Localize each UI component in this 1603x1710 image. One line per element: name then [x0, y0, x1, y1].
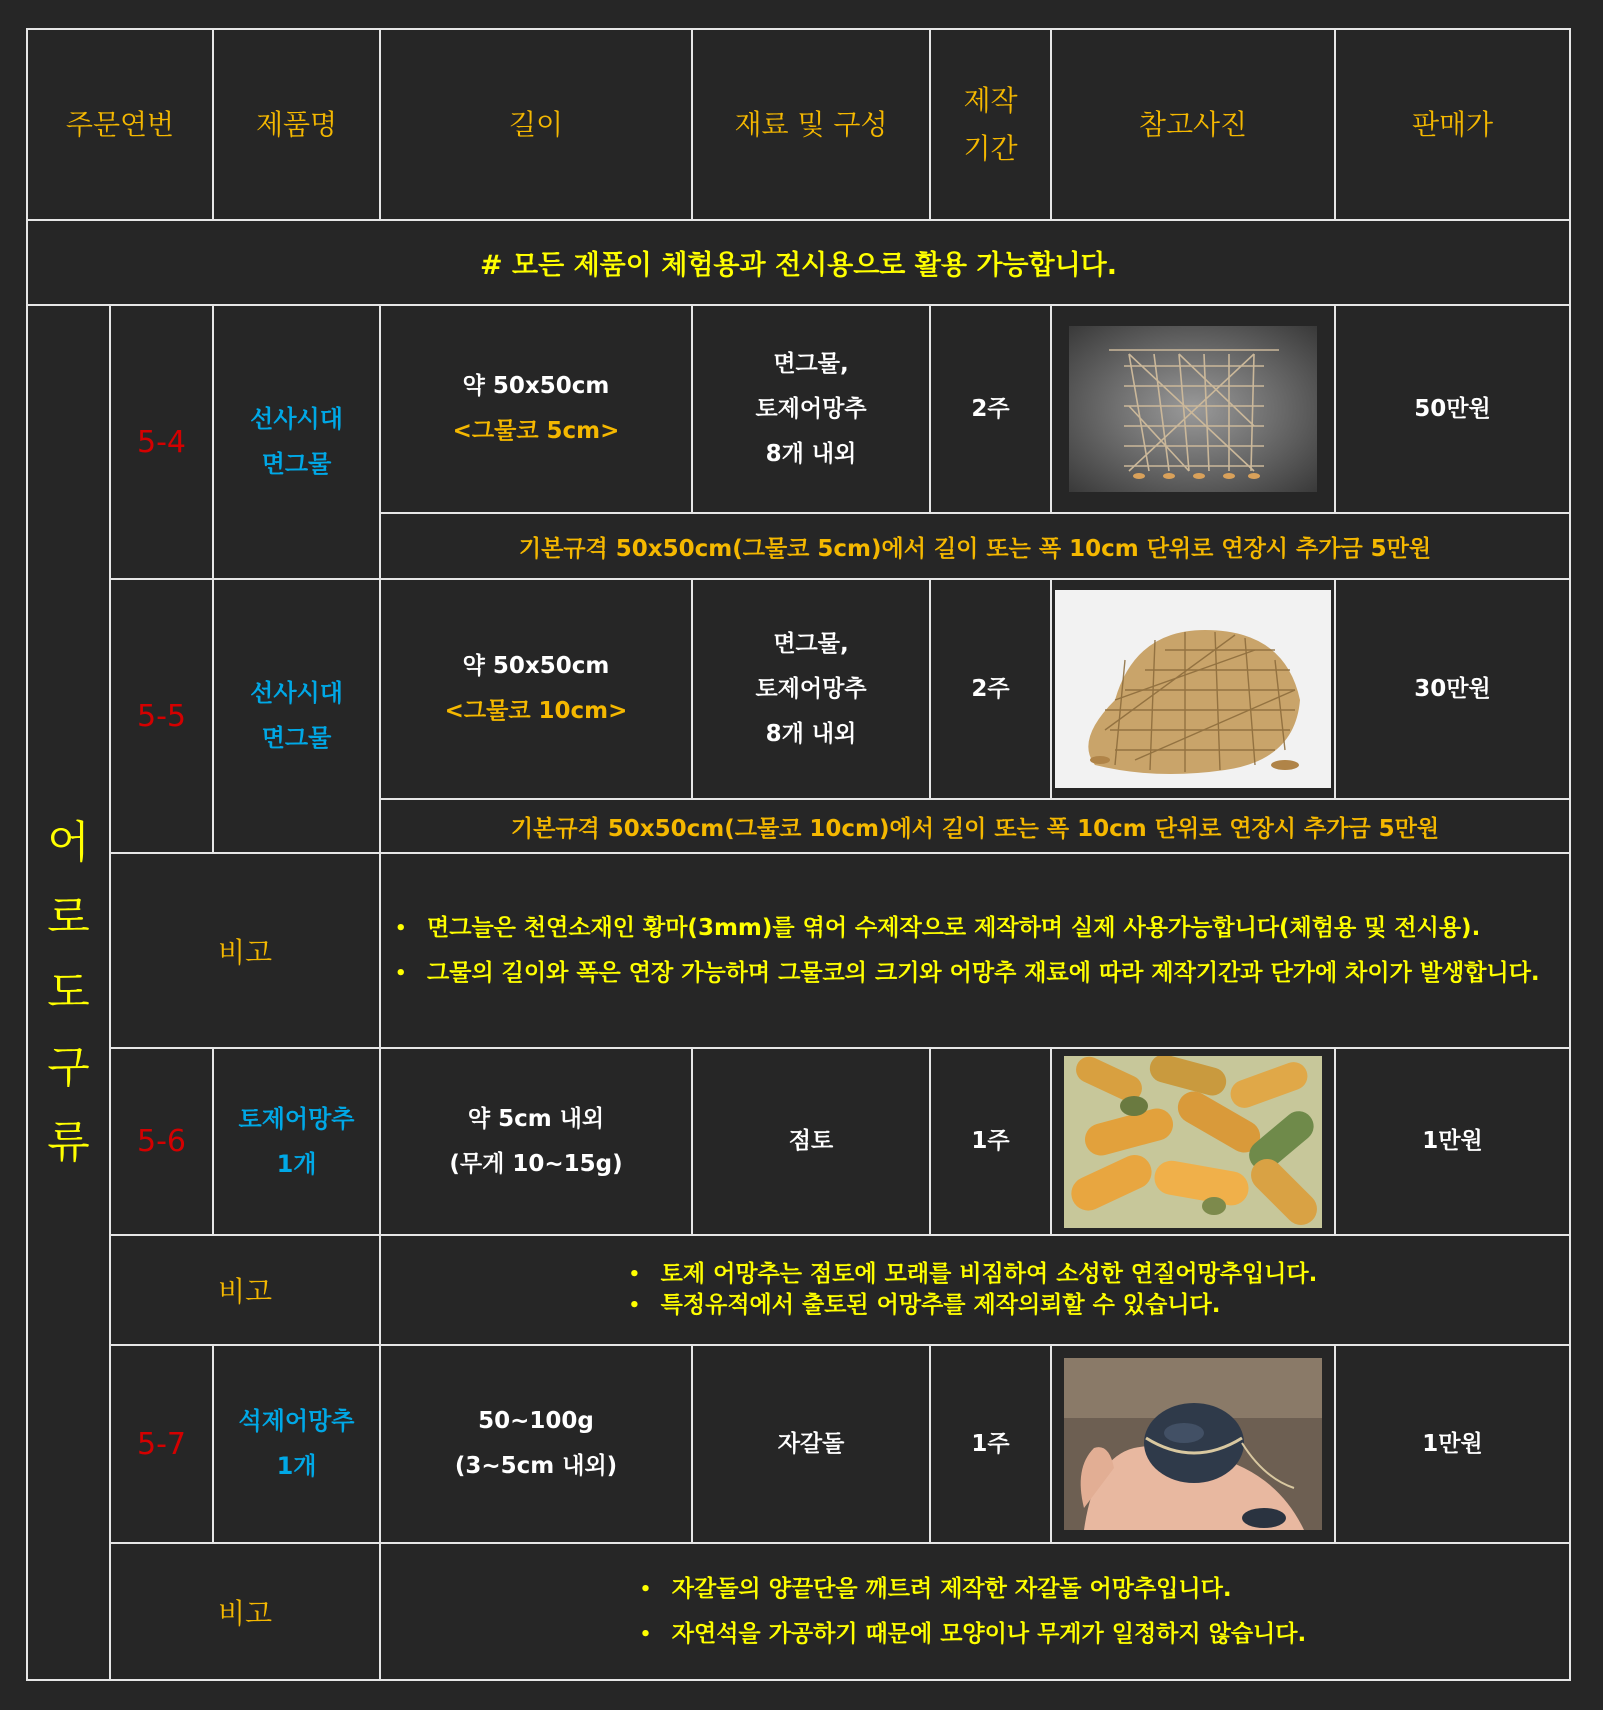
table-row [27, 1048, 1570, 1235]
bullet-icon: • [628, 1264, 641, 1285]
notice-text: # 모든 제품이 체험용과 전시용으로 활용 가능합니다. [27, 220, 1570, 305]
length-cell [380, 579, 692, 799]
header-period-line2: 기간 [963, 131, 1018, 165]
product-name-line: 선사시대 [250, 405, 343, 433]
material-cell: 점토 [692, 1048, 930, 1235]
product-name [213, 1048, 380, 1235]
period-cell: 1주 [930, 1345, 1051, 1543]
header-product-name: 제품명 [213, 29, 380, 220]
category-char: 어 [47, 817, 90, 868]
photo-cell [1051, 1345, 1335, 1543]
length-line: 약 5cm 내외 [467, 1105, 605, 1132]
photo-cell [1051, 305, 1335, 513]
remark-row [27, 853, 1570, 1048]
length-cell [380, 305, 692, 513]
spec-note: 기본규격 50x50cm(그물코 5cm)에서 길이 또는 폭 10cm 단위로 연장시 추가금 5만원 [380, 513, 1570, 579]
bullet-icon: • [628, 1295, 641, 1316]
product-name-line: 1개 [276, 1149, 317, 1178]
price-cell: 1만원 [1335, 1048, 1570, 1235]
price-cell: 50만원 [1335, 305, 1570, 513]
length-cell [380, 1048, 692, 1235]
weight-line: 50~100g [478, 1408, 594, 1434]
category-label [27, 305, 110, 1680]
list-item [640, 1612, 1306, 1657]
net-photo [1069, 326, 1317, 492]
remark-text: 특정유적에서 출토된 어망추를 제작의뢰할 수 있습니다. [660, 1292, 1221, 1318]
table-row [27, 1345, 1570, 1543]
mesh-size-line: <그물코 5cm> [452, 418, 620, 444]
remark-content [380, 1235, 1570, 1345]
table-row [27, 579, 1570, 799]
bullet-icon: • [639, 1578, 652, 1600]
remark-list [395, 906, 1551, 996]
net-pile-photo [1055, 590, 1331, 788]
bullet-icon: • [395, 917, 407, 939]
spec-note: 기본규격 50x50cm(그물코 10cm)에서 길이 또는 폭 10cm 단위로 연장시 추가금 5만원 [380, 799, 1570, 853]
product-name-line: 선사시대 [250, 679, 343, 707]
weight-line: (무게 10~15g) [449, 1150, 623, 1177]
bullet-icon: • [395, 962, 407, 984]
period-cell: 1주 [930, 1048, 1051, 1235]
length-cell [380, 1345, 692, 1543]
header-material: 재료 및 구성 [692, 29, 930, 220]
list-item [640, 1567, 1306, 1612]
header-photo: 참고사진 [1051, 29, 1335, 220]
order-code: 5-4 [110, 305, 213, 579]
product-name [213, 579, 380, 853]
material-line: 8개 내외 [765, 440, 857, 467]
length-line: 약 50x50cm [462, 373, 610, 399]
category-char: 로 [47, 892, 90, 943]
stone-sinker-photo [1064, 1358, 1322, 1530]
remark-content [380, 1543, 1570, 1680]
material-cell [692, 305, 930, 513]
photo-cell [1051, 579, 1335, 799]
list-item [629, 1290, 1318, 1321]
table-row [27, 305, 1570, 513]
order-code: 5-7 [110, 1345, 213, 1543]
list-item [629, 1259, 1318, 1290]
material-line: 토제어망추 [755, 675, 867, 702]
price-table-wrapper [26, 28, 1571, 1681]
length-line: (3~5cm 내외) [454, 1453, 618, 1479]
period-cell: 2주 [930, 579, 1051, 799]
order-code: 5-6 [110, 1048, 213, 1235]
material-cell [692, 579, 930, 799]
material-line: 8개 내외 [765, 720, 857, 747]
list-item [395, 906, 1551, 951]
period-cell: 2주 [930, 305, 1051, 513]
bullet-icon: • [639, 1623, 652, 1645]
product-name-line: 면그물 [261, 724, 332, 752]
material-cell: 자갈돌 [692, 1345, 930, 1543]
remark-label: 비고 [110, 853, 380, 1048]
order-code: 5-5 [110, 579, 213, 853]
notice-row [27, 220, 1570, 305]
product-price-table [26, 28, 1571, 1681]
material-line: 토제어망추 [755, 395, 867, 422]
remark-row [27, 1543, 1570, 1680]
header-period [930, 29, 1051, 220]
remark-text: 토제 어망추는 점토에 모래를 비짐하여 소성한 연질어망추입니다. [660, 1261, 1318, 1287]
category-char: 류 [47, 1117, 90, 1168]
product-name [213, 1345, 380, 1543]
material-line: 면그물, [773, 350, 849, 377]
header-period-line1: 제작 [963, 83, 1018, 117]
product-name-line: 토제어망추 [238, 1104, 355, 1133]
product-name-line: 1개 [276, 1452, 317, 1480]
remark-text: 자갈돌의 양끝단을 깨트려 제작한 자갈돌 어망추입니다. [671, 1575, 1232, 1602]
product-name [213, 305, 380, 579]
clay-sinkers-photo [1064, 1056, 1322, 1228]
length-line: 약 50x50cm [462, 653, 610, 679]
remark-content [380, 853, 1570, 1048]
remark-text: 자연석을 가공하기 때문에 모양이나 무게가 일정하지 않습니다. [671, 1620, 1307, 1647]
remark-list [629, 1259, 1318, 1321]
price-cell: 30만원 [1335, 579, 1570, 799]
remark-label: 비고 [110, 1235, 380, 1345]
product-name-line: 면그물 [261, 450, 332, 478]
header-price: 판매가 [1335, 29, 1570, 220]
price-cell: 1만원 [1335, 1345, 1570, 1543]
mesh-size-line: <그물코 10cm> [444, 698, 628, 724]
remark-label: 비고 [110, 1543, 380, 1680]
product-name-line: 석제어망추 [238, 1407, 355, 1435]
list-item [395, 951, 1551, 996]
remark-row [27, 1235, 1570, 1345]
header-row [27, 29, 1570, 220]
remark-list [640, 1567, 1306, 1657]
remark-text: 그물의 길이와 폭은 연장 가능하며 그물코의 크기와 어망추 재료에 따라 제작기간과 단가에 차이가 발생합니다. [427, 959, 1540, 986]
photo-cell [1051, 1048, 1335, 1235]
remark-text: 면그늘은 천연소재인 황마(3mm)를 엮어 수제작으로 제작하며 실제 사용가능합니다(체험용 및 전시용). [427, 914, 1481, 941]
category-char: 구 [47, 1042, 90, 1093]
material-line: 면그물, [773, 630, 849, 657]
header-order-no: 주문연번 [27, 29, 213, 220]
header-length: 길이 [380, 29, 692, 220]
category-char: 도 [47, 967, 90, 1018]
